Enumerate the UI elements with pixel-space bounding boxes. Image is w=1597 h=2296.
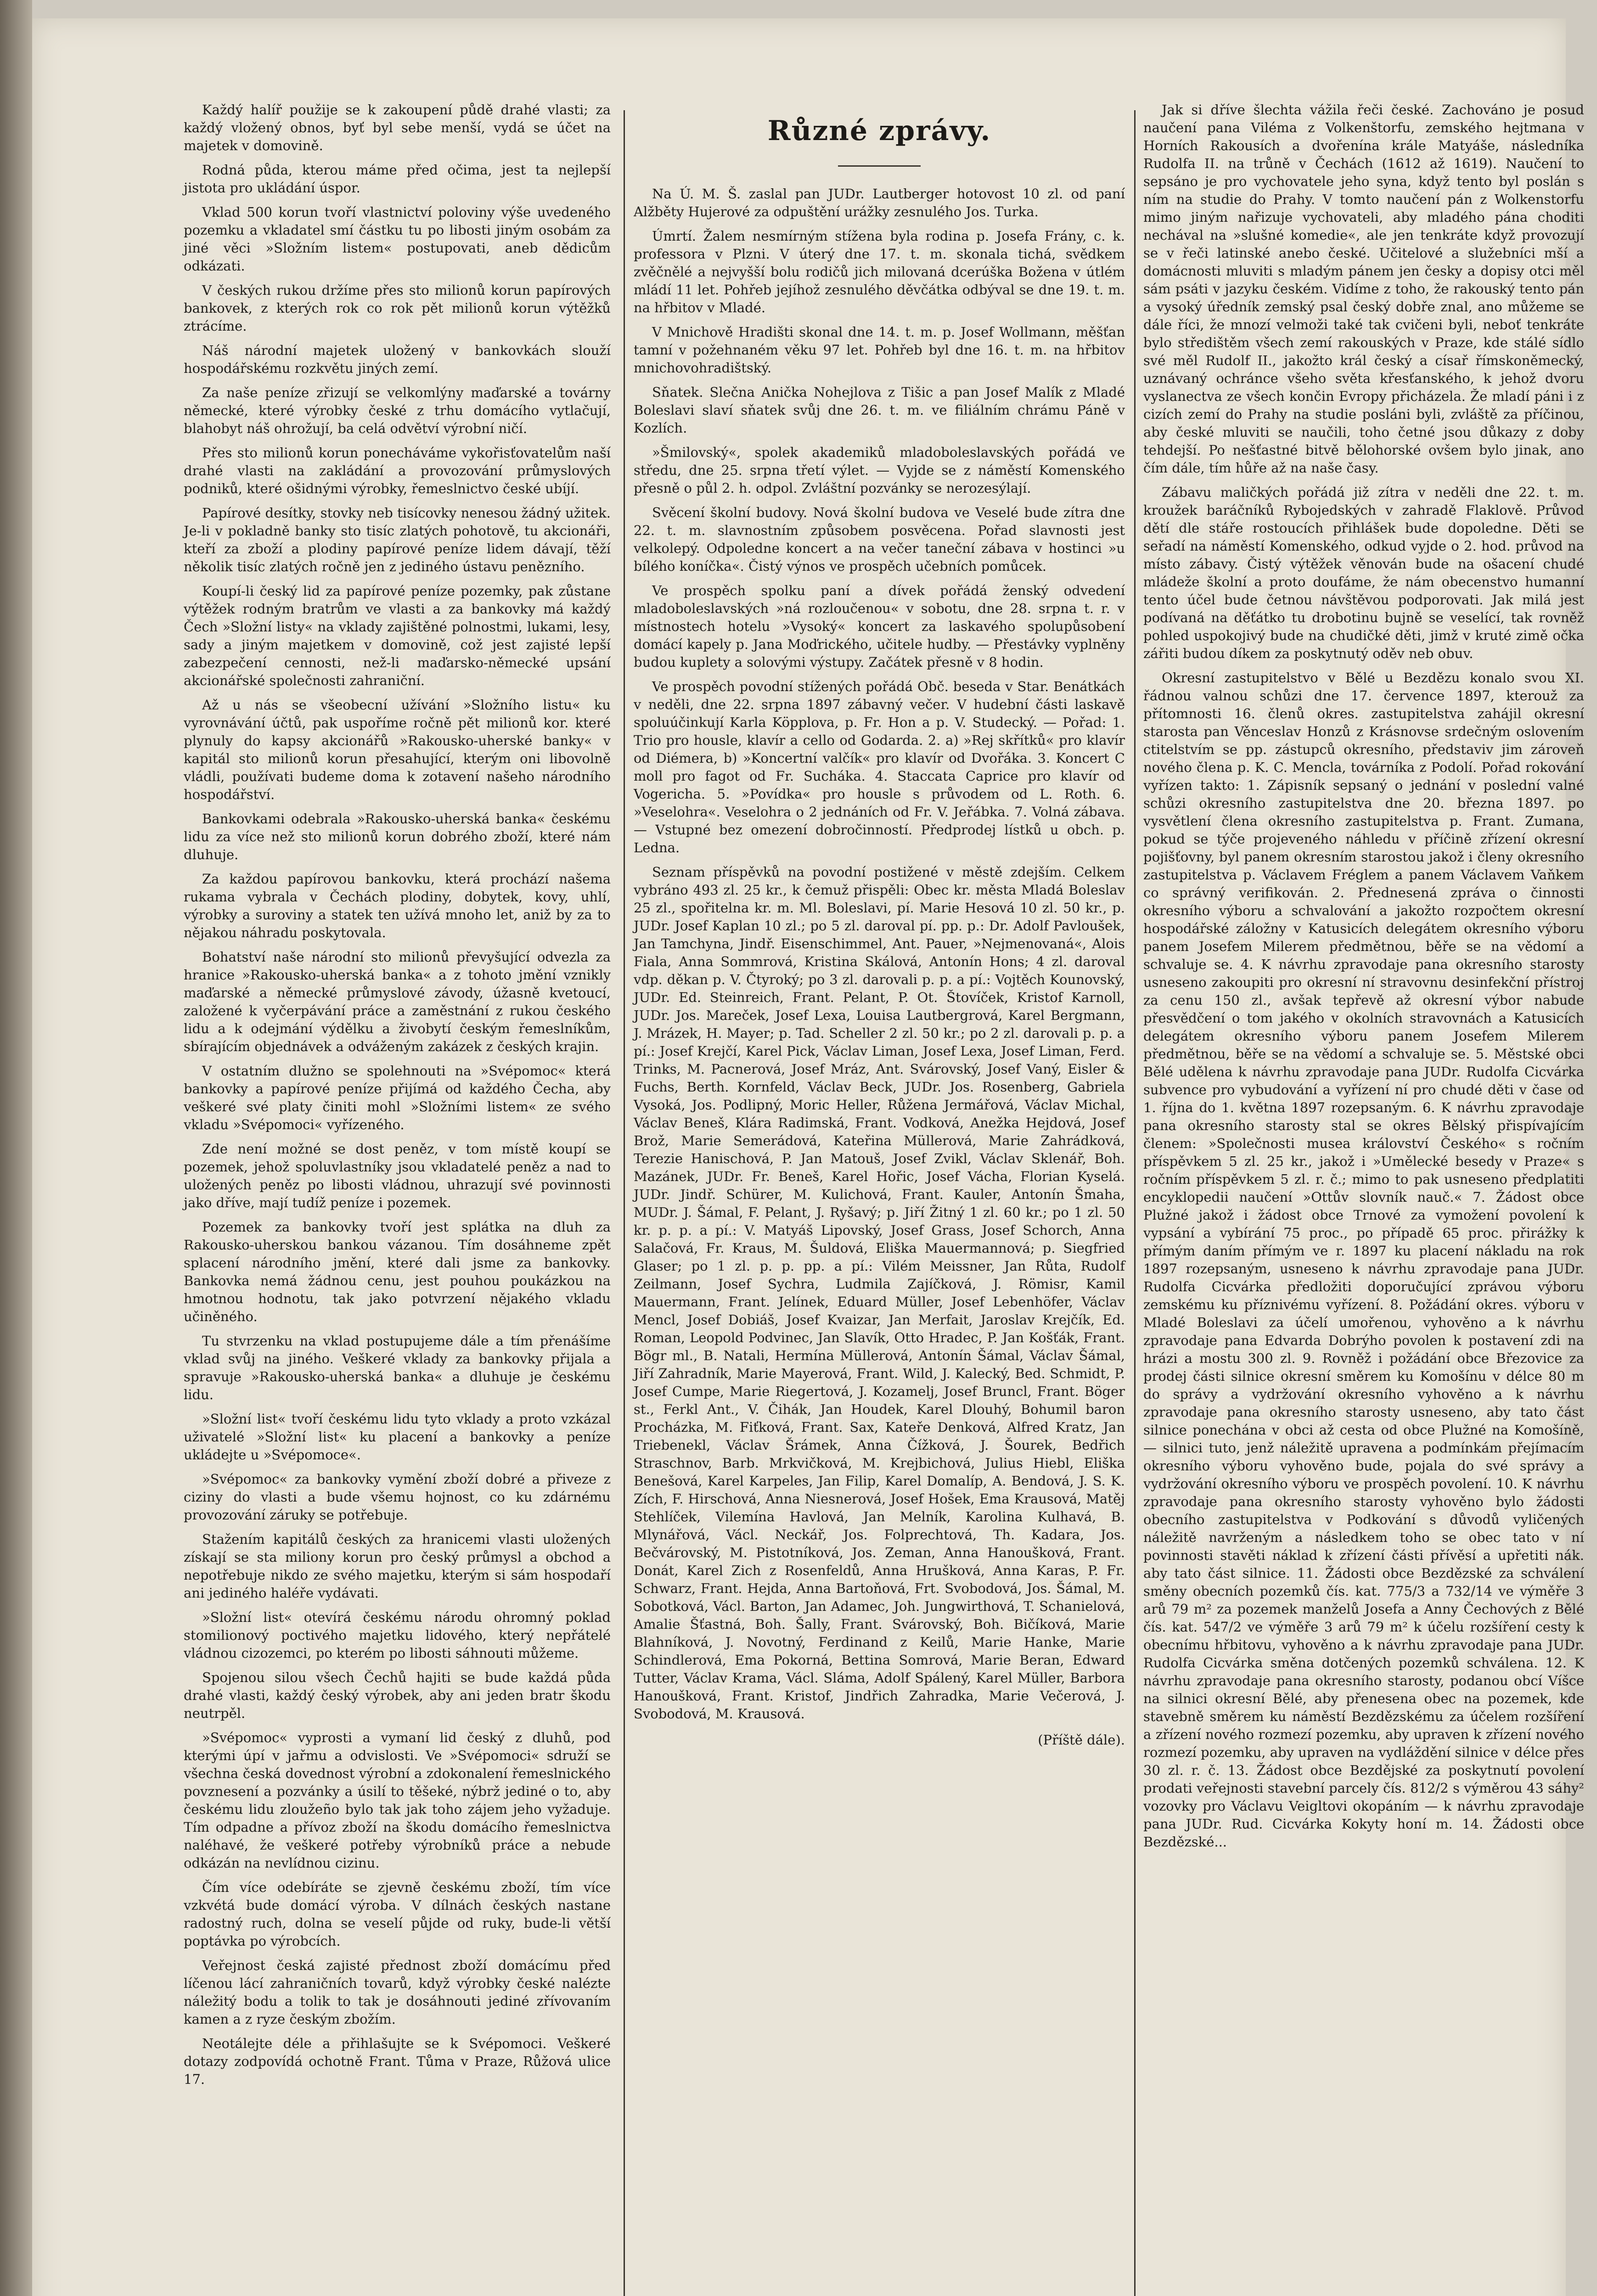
paragraph: Stažením kapitálů českých za hranicemi vlasti uložených získají se sta miliony korun pro český průmysl a obchod a nepotřebuje nikdo ze svého majetku, kterým si sám hospodaří ani jediného haléře vydávati. bbox=[184, 1531, 611, 1601]
page-edge bbox=[0, 0, 32, 2296]
column-divider bbox=[624, 110, 625, 2296]
paragraph: Za každou papírovou bankovku, která prochází našema rukama vybrala v Čechách plodiny, dobytek, kovy, uhlí, výrobky a suroviny a statek ten užívá mnoho let, aniž by za to nějakou náhradu poskytovala. bbox=[184, 871, 611, 940]
paragraph: Náš národní majetek uložený v bankovkách slouží hospodářskému rozkvětu jiných zemí. bbox=[184, 343, 611, 376]
news-item: Svěcení školní budovy. Nová školní budova ve Veselé bude zítra dne 22. t. m. slavnostním způsobem posvěcena. Pořad slavnosti jest velkolepý. Odpoledne koncert a na večer taneční zábava v hostinci »u bílého koníčka«. Čistý výnos ve prospěch učebních pomůcek. bbox=[634, 505, 1125, 574]
paragraph: Tu stvrzenku na vklad postupujeme dále a tím přenášíme vklad svůj na jiného. Veškeré vklady za bankovky přijala a spravuje »Rakousko-uherská banka« a dluhuje je českému lidu. bbox=[184, 1333, 611, 1402]
paragraph: Rodná půda, kterou máme před očima, jest ta nejlepší jistota pro ukládání úspor. bbox=[184, 162, 611, 196]
paragraph: V českých rukou držíme přes sto milionů korun papírových bankovek, z kterých rok co rok pět milionů korun výtěžků ztrácíme. bbox=[184, 282, 611, 334]
paragraph: Vklad 500 korun tvoří vlastnictví poloviny výše uvedeného pozemku a vkladatel smí částku tu po libosti jiným osobám za jiné věci »Složním listem« postupovati, aneb dědicům odkázati. bbox=[184, 204, 611, 274]
paragraph: Čím více odebíráte se zjevně českému zboží, tím více vzkvétá bude domácí výroba. V dílnách českých nastane radostný ruch, dolna se veselí půjde od ruky, bude-li větší poptávka po výrobcích. bbox=[184, 1880, 611, 1949]
paragraph: »Složní list« tvoří českému lidu tyto vklady a proto vzkázal uživatelé »Složní list« ku placení a bankovky a peníze ukládejte u »Svépomoce«. bbox=[184, 1411, 611, 1463]
paragraph: Papírové desítky, stovky neb tisícovky nenesou žádný užitek. Je-li v pokladně banky sto tisíc zlatých pohotově, tu akcionáři, kteří za zboží a plodiny papírové peníze lidem dávají, těží několik tisíc zlatých ročně jen z jediného ústavu penězního. bbox=[184, 505, 611, 574]
paragraph: Spojenou silou všech Čechů hajiti se bude každá půda drahé vlasti, každý český výrobek, aby ani jeden bratr škodu neutrpěl. bbox=[184, 1670, 611, 1721]
column-left bbox=[184, 101, 611, 2095]
news-item: »Šmilovský«, spolek akademiků mladoboleslavských pořádá ve středu, dne 25. srpna třetí výlet. — Vyjde se z náměstí Komenského přesně o půl 2. h. odpol. Zvláštní pozvánky se nerozesýlají. bbox=[634, 445, 1125, 496]
title-rule bbox=[838, 165, 921, 167]
news-item: Jak si dříve šlechta vážila řeči české. Zachováno je posud naučení pana Viléma z Volkenštorfu, zemského hejtmana v Horních Rakousích a dvořenína krále Matyáše, následníka Rudolfa II. na trůně v Čechách (1612 až 1619). Naučení to sepsáno je pro vychovatele jeho syna, když tento byl poslán s ním na studie do Prahy. V tomto naučení pán z Wolkenstorfu mimo jiným nařizuje vychovateli, aby mladého pána choditi nechával na »slušné komedie«, ale jen tenkráte když provozují se v řeči latinské anebo české. Učitelové a služebníci mší a domácnosti mluviti s mladým pánem jen česky a dopisy otci měl sám psáti v jazyku českém. Vidíme z toho, že rakouský tento pán a vysoký úředník zemský psal český dobře znal, ano můžeme se dále říci, že mnozí velmoži také tak cvičeni byli, neboť tenkráte bylo středištěm všech zemí rakouských v Praze, kde stálé sídlo své měl Rudolf II., jakožto král český a císař římskoněmecký, uznávaný ochránce všeho světa křesťanského, k jehož dvoru vyslanectva ze všech končin Evropy přicházela. Že mladí páni i z cizích zemí do Prahy na studie posláni byli, zvláště za příčinou, aby české mluviti se naučili, toho četné jsou důkazy z doby tehdejší. Po nešťastné bitvě bělohorské ovšem bylo jinak, ano čím dále, tím hůře až na naše časy. bbox=[1143, 102, 1584, 476]
paragraph: Bohatství naše národní sto milionů převyšující odvezla za hranice »Rakousko-uherská banka« a z tohoto jmění vznikly maďarské a německé průmyslové závody, úžasně kvetoucí, založené k vyčerpávání práce a zaměstnání z rukou českého lidu a k odejmání výdělku a živobytí českým řemeslníkům, sbírajícím objednávek a odváženým zakázek z českých krajin. bbox=[184, 949, 611, 1054]
continued-note: (Příště dále). bbox=[1038, 1732, 1125, 1748]
news-item: Zábavu maličkých pořádá již zítra v neděli dne 22. t. m. kroužek baráčníků Rybojedských v zahradě Flaklově. Průvod dětí dle stáře rostoucích přihlášek bude dopoledne. Děti se seřadí na náměstí Komenského, odkud vyjde o 2. hod. průvod na místo zábavy. Čistý výtěžek věnován bude na ošacení chudé mládeže školní a proto doufáme, že nám obecenstvo humanní tento účel bude četnou návštěvou podporovati. Jak milá jest podívaná na děťátko tu drobotinu bujně se veselící, tak rovněž pohled uspokojivý bude na chudičké děti, jimž v kruté zimě očka zářiti budou díkem za poskytnutý oděv neb obuv. bbox=[1143, 484, 1584, 661]
paragraph: Pozemek za bankovky tvoří jest splátka na dluh za Rakousko-uherskou bankou vázanou. Tím dosáhneme zpět splacení národního jmění, které dali jsme za bankovky. Bankovka nemá žádnou cenu, jest pouhou poukázkou na hmotnou hodnotu, tak jako potvrzení nějakého vkladu učiněného. bbox=[184, 1219, 611, 1324]
news-item: Úmrtí. Žalem nesmírným stížena byla rodina p. Josefa Frány, c. k. professora v Plzni. V úterý dne 17. t. m. skonala tichá, svědkem zvěčnělé a nejvyšší bolu rodičů jich milovaná dcerúška Božena v útlém mládí 11 let. Pohřeb jejíhož zesnulého děvčátka odbýval se dne 19. t. m. na hřbitov v Mladé. bbox=[634, 228, 1125, 315]
news-item: Sňatek. Slečna Anička Nohejlova z Tišic a pan Josef Malík z Mladé Boleslavi slaví sňatek svůj dne 26. t. m. ve filiálním chrámu Páně v Kozlích. bbox=[634, 384, 1125, 436]
news-item: Ve prospěch spolku paní a dívek pořádá ženský odvedení mladoboleslavských »ná rozloučenou« v sobotu, dne 28. srpna t. r. v místnostech hotelu »Vysoký« koncert za laskavého spolupůsobení domácí kapely p. Jana Moďrického, učitele hudby. — Přestávky vyplněny budou kuplety a solovými výstupy. Začátek přesně v 8 hodin. bbox=[634, 583, 1125, 670]
paragraph: »Složní list« otevírá českému národu ohromný poklad stomilionový poctivého majetku lidového, který nepřátelé vládnou cizozemci, po kterém po libosti sáhnouti můžeme. bbox=[184, 1609, 611, 1661]
paragraph: Veřejnost česká zajisté přednost zboží domácímu před líčenou lácí zahraničních tovarů, když výrobky české nalézte náležitý bodu a tolik to tak je dosáhnouti jediné zřívovaním kamen a z ryze českým zbožím. bbox=[184, 1958, 611, 2027]
paragraph: Neotálejte déle a přihlašujte se k Svépomoci. Veškeré dotazy zodpovídá ochotně Frant. Tůma v Praze, Růžová ulice 17. bbox=[184, 2036, 611, 2087]
newspaper-page bbox=[32, 18, 1584, 2296]
column-middle bbox=[634, 101, 1125, 1748]
paragraph: Až u nás se všeobecní užívání »Složního listu« ku vyrovnávání účtů, pak uspoříme ročně pět milionů kor. které plynuly do kapsy akcionářů »Rakousko-uherské banky« v kapitál sto milionů korun přesahující, kterým oni libovolně vládli, používati budeme doma k zotavení našeho národního hospodářství. bbox=[184, 697, 611, 802]
column-divider bbox=[1134, 110, 1136, 2296]
news-item: Okresní zastupitelstvo v Bělé u Bezdězu konalo svou XI. řádnou valnou schůzi dne 17. července 1897, kterouž za přítomnosti 16. členů okres. zastupitelstva zahájil okresní starosta pan Věnceslav Honzů z Krásnovse srdečným oslovením ctitelstvím se pp. zástupců okresního, představiv jim zároveň nového člena p. K. C. Mencla, továrníka z Podolí. Pořad rokování vyřízen takto: 1. Zápisník sepsaný o jednání v poslední valné schůzi okresního zastupitelstva dne 20. března 1897. po vysvětlení člena okresního zastupitelstva p. Frant. Zumana, pokud se týče projeveného náhledu v příčině zřízení okresní pojišťovny, byl panem okresním starostou jakož i členy okresního zastupitelstva p. Václavem Fréglem a panem Václavem Vaňkem co správný verifikován. 2. Přednesená zpráva o činnosti okresního výboru a schvalování a jakožto rozpočtem okresní hospodářské záložny v Katusicích delegátem okresního výboru panem Josefem Milerem předmětnou, běře se na vědomí a schvaluje se. 4. K návrhu zpravodaje pana okresního starosty usneseno zakoupiti pro okresní ní stravovnu desinfekční přístroj za cenu 150 zl., avšak tepřevě až okresní výbor nabude přesvědčení o tom jakého v okolních stravovnách a Katusicích delegátem okresního výboru panem Josefem Milerem předmětnou, běře se na vědomí a schvaluje se. 5. Městské obci Bělé udělena k návrhu zpravodaje pana JUDr. Rudolfa Cicvárka subvence pro vybudování a vyřízení ní pro chudé děti v čase od 1. října do 1. května 1897 rozepsaným. 6. K návrhu zpravodaje pana okresního starosty stal se okres Bělský přispívajícím členem: »Společnosti musea království Českého« s ročním příspěvkem 5 zl. 25 kr., jakož i »Umělecké besedy v Praze« s ročním příspěvkem 5 zl. r. č.; mimo to pak usneseno předplatiti encyklopedii naučení »Ottův slovník nauč.« 7. Žádost obce Plužné jakož i žádost obce Trnové za vymožení povolení k vypsání a vybírání 75 proc., po případě 65 proc. přirážky k přímým daním přímým ve r. 1897 ku placení nákladu na rok 1897 rozepsaným, usneseno k návrhu zpravodaje pana JUDr. Rudolfa Cicvárka předložiti doporučující zprávou výboru zemskému ku příznivému vyřízení. 8. Požádání okres. výboru v Mladé Boleslavi za účelí umořenou, vyhověno a k návrhu zpravodaje pana Edvarda Dobrýho povolen k postavení zdi na hrázi a mostu 300 zl. 9. Rovněž i požádání obce Březovice za prodej části silnice okresní směrem ku Komošínu v délce 80 m do správy a vydržování okresního vyhověno a k návrhu zpravodaje pana okresního starosty usneseno, aby tato část silnice ponechána v obci až cesta od obce Plužné na Komošíně, — silnici tuto, jenž náležitě upravena a podmínkám přejímacím okresního výboru vyhověno bude, pojala do své správy a vydržování okresního výboru ve prospěch povolení. 10. K návrhu zpravodaje pana okresního starosty vyhověno bylo žádosti obecního zastupitelstva v Podkování s důvodů vyličených náležitě navrženým a následkem toho se obec tato v ní povinnosti stavěti náklad k zřízení části přívěsí a upřetiti nák. aby tato část silnice. 11. Žádosti obce Bezdězské za schválení směny obecních pozemků čís. kat. 775/3 a 732/14 ve výměře 3 arů 79 m² za pozemek manželů Josefa a Anny Čechových z Bělé čís. kat. 547/2 ve výměře 3 arů 79 m² k účelu rozšíření cesty k obecnímu hřbitovu, vyhověno a k návrhu zpravodaje pana JUDr. Rudolfa Cicvárka směna dotčených pozemků schválena. 12. K návrhu zpravodaje pana okresního starosty, podanou obcí Víšce na silnici okresní Bělé, aby přenesena obec na pozemek, kde stavebně směrem ku náměstí Bezdězskému za účelem rozšíření a zřízení nového rozmezí pozemku, aby upraven k zřízení nového rozmezí pozemku, aby upraven na vydláždění silnice v délce přes 30 zl. r. č. 13. Žádost obce Bezdějské za poskytnutí povolení prodati veřejnosti stavební parcely čís. 812/2 s výměrou 43 sáhy² vozovky pro Václavu Veigltovi okopáním — k návrhu zpravodaje pana JUDr. Rud. Cicvárka Kokyty honí m. 14. Žádosti obce Bezdězské... bbox=[1143, 670, 1584, 1850]
paragraph: Koupí-li český lid za papírové peníze pozemky, pak zůstane výtěžek rodným bratrům ve vlasti a za bankovky má každý Čech »Složní listy« na vklady zajištěné polnostmi, lukami, lesy, sady a jiným majetkem v domovině, což jest zajisté lepší zabezpečení cennosti, než-li maďarsko-německé upsání akcionářské společnosti zahraniční. bbox=[184, 583, 611, 688]
paragraph: V ostatním dlužno se spolehnouti na »Svépomoc« která bankovky a papírové peníze přijímá od každého Čecha, aby veškeré své platy činiti mohl »Složními listem« ze svého vkladu »Svépomoci« vyřízeného. bbox=[184, 1063, 611, 1132]
paragraph: Zde není možné se dost peněz, v tom místě koupí se pozemek, jehož spoluvlastníky jsou vkladatelé peněz a nad to uložených peněz po libosti vládnou, uhrazují své povinnosti jako dříve, mají tudíž peníze i pozemek. bbox=[184, 1141, 611, 1210]
news-item: V Mnichově Hradišti skonal dne 14. t. m. p. Josef Wollmann, měšťan tamní v požehnaném věku 97 let. Pohřeb byl dne 16. t. m. na hřbitov mnichovohradištský. bbox=[634, 324, 1125, 376]
news-item: Seznam příspěvků na povodní postižené v městě zdejším. Celkem vybráno 493 zl. 25 kr., k čemuž přispěli: Obec kr. města Mladá Boleslav 25 zl., spořitelna kr. m. Ml. Boleslavi, pí. Marie Hesová 10 zl. 50 kr., p. JUDr. Josef Kaplan 10 zl.; po 5 zl. daroval pí. pp. p.: Dr. Adolf Pavloušek, Jan Tamchyna, Jindř. Eisenschimmel, Ant. Pauer, »Nejmenovaná«, Alois Fiala, Anna Sommrová, Kristina Skálová, Antonín Hons; 4 zl. daroval vdp. děkan p. V. Čtyroký; po 3 zl. darovali p. p. a pí.: Vojtěch Kounovský, JUDr. Ed. Steinreich, Frant. Pelant, P. Ot. Štovíček, Kristof Karnoll, JUDr. Jos. Mareček, Josef Lexa, Louisa Lautbergrová, Karel Bergmann, J. Mrázek, H. Mayer; p. Tad. Scheller 2 zl. 50 kr.; po 2 zl. darovali p. p. a pí.: Josef Krejčí, Karel Pick, Václav Liman, Josef Lexa, Josef Liman, Ferd. Trinks, M. Pacnerová, Josef Mráz, Ant. Svárovský, Josef Vaný, Eisler & Fuchs, Berth. Kornfeld, Václav Beck, JUDr. Jos. Rosenberg, Gabriela Vysoká, Jos. Podlipný, Moric Heller, Růžena Jermářová, Václav Michal, Václav Beneš, Klára Radimská, Frant. Vodková, Anežka Hejdová, Josef Brož, Marie Semerádová, Kateřina Müllerová, Marie Zahrádková, Terezie Hanischová, P. Jan Matouš, Josef Zvikl, Václav Sklenář, Boh. Mazánek, JUDr. Fr. Beneš, Karel Hořic, Josef Vácha, Florian Kyselá. JUDr. Jindř. Schürer, M. Kulichová, Frant. Kauler, Antonín Šmaha, MUDr. J. Šámal, F. Pelant, J. Ryšavý; p. Jiří Žitný 1 zl. 60 kr.; po 1 zl. 50 kr. p. p. a pí.: V. Matyáš Lipovský, Josef Grass, Josef Schorch, Anna Salačová, Fr. Kraus, M. Šuldová, Eliška Mauermannová; p. Siegfried Glaser; po 1 zl. p. p. pp. a pí.: Vilém Meissner, Jan Růta, Rudolf Zeilmann, Josef Sychra, Ludmila Zajíčková, J. Römisr, Kamil Mauermann, Frant. Jelínek, Eduard Müller, Josef Lebenhöfer, Václav Mencl, Josef Dobiáš, Josef Kvaizar, Jan Merfait, Jaroslav Krejčík, Ed. Roman, Leopold Podvinec, Jan Slavík, Otto Hradec, P. Jan Košťák, Frant. Bögr ml., B. Natali, Hermína Müllerová, Antonín Šámal, Václav Šámal, Jiří Zahradník, Marie Mayerová, Frant. Wild, J. Kalecký, Bed. Schmidt, P. Josef Cumpe, Marie Riegertová, J. Kozamelj, Josef Bruncl, Frant. Böger st., Ferkl Ant., V. Čihák, Jan Houdek, Karel Dlouhý, Bohumil baron Procházka, M. Fiťková, Frant. Sax, Kateře Denková, Alfred Kratz, Jan Triebenekl, Václav Šrámek, Anna Čížková, J. Šourek, Bedřich Straschnov, Barb. Mrkvičková, M. Krejbichová, Julius Hiebl, Eliška Benešová, Karel Karpeles, Jan Filip, Karel Domalíp, A. Bendová, J. S. K. Zích, F. Hirschová, Anna Niesnerová, Josef Hošek, Ema Krausová, Matěj Stehlíček, Vilemína Havlová, Jan Melník, Karolina Kulhavá, B. Mlynářová, Václ. Neckář, Jos. Folprechtová, Th. Kadara, Jos. Bečvárovský, M. Pistotníková, Jos. Zeman, Anna Hanoušková, Frant. Donát, Karel Zich z Rosenfeldů, Anna Hrušková, Anna Karas, P. Fr. Schwarz, Frant. Hejda, Anna Bartoňová, Frt. Svobodová, Jos. Šámal, M. Sobotková, Václ. Barton, Jan Adamec, Joh. Jungwirthová, T. Schanielová, Amalie Šťastná, Boh. Šally, Frant. Svárovský, Boh. Bičíková, Marie Blahníková, J. Novotný, Ferdinand z Keilů, Marie Hanke, Marie Schindlerová, Ema Pokorná, Bettina Somrová, Marie Beran, Edward Tutter, Václav Krama, Václ. Sláma, Adolf Spálený, Karel Müller, Barbora Hanoušková, Frant. Kristof, Jindřich Zahradka, Marie Večerová, J. Svobodová, M. Krausová. bbox=[634, 864, 1125, 1722]
paragraph: Každý halíř použije se k zakoupení půdě drahé vlasti; za každý vložený obnos, byť byl sebe menší, vydá se účet na majetek v domovině. bbox=[184, 102, 611, 153]
paragraph: »Svépomoc« vyprosti a vymaní lid český z dluhů, pod kterými úpí v jařmu a odvislosti. Ve »Svépomoci« sdruží se všechna česká dovednost výrobní a zdokonalení řemeslnického povznesení a pozvánky a úsilí to těšeké, nýbrž jediné o to, aby českému lidu zloužeño bylo tak jak toho zájem jeho vyžaduje. Tím odpadne a přívoz zboží na škodu domácího řemeslnictva naléhavé, že veškeré potřeby výrobníků práce a nebude odkázán na nevlídnou cizinu. bbox=[184, 1730, 611, 1871]
paragraph: Za naše peníze zřizují se velkomlýny maďarské a továrny německé, které výrobky české z trhu domácího vytlačují, blahobyt náš ohrožují, ba celá odvětví výrobní ničí. bbox=[184, 385, 611, 436]
news-item: Na Ú. M. Š. zaslal pan JUDr. Lautberger hotovost 10 zl. od paní Alžběty Hujerové za odpuštění urážky zesnulého Jos. Turka. bbox=[634, 186, 1125, 219]
column-right bbox=[1143, 101, 1584, 1857]
paragraph: Bankovkami odebrala »Rakousko-uherská banka« českému lidu za více než sto milionů korun dobrého zboží, které nám dluhuje. bbox=[184, 811, 611, 862]
section-title: Různé zprávy. bbox=[767, 115, 991, 147]
paragraph: Přes sto milionů korun ponecháváme vykořisťovatelům naší drahé vlasti na zakládání a provozování průmyslových podniků, které ošidnými výrobky, řemeslnictvo české ubíjí. bbox=[184, 445, 611, 496]
paragraph: »Svépomoc« za bankovky vymění zboží dobré a přiveze z ciziny do vlasti a bude všemu hojnost, co ku zdárnému provozování záruky se potřebuje. bbox=[184, 1471, 611, 1523]
news-item: Ve prospěch povodní stížených pořádá Obč. beseda v Star. Benátkách v neděli, dne 22. srpna 1897 zábavný večer. V hudební části laskavě spoluúčinkují Karla Köpplova, p. Fr. Hon a p. V. Studecký. — Pořad: 1. Trio pro housle, klavír a cello od Godarda. 2. a) »Rej skřítků« pro klavír od Diémera, b) »Koncertní valčík« pro klavír od Dvořáka. 3. Koncert C moll pro fagot od Fr. Sucháka. 4. Staccata Caprice pro klavír od Vogericha. 5. »Povídka« pro housle s průvodem od L. Roth. 6. »Veselohra«. Veselohra o 2 jednáních od Fr. V. Jeřábka. 7. Volná zábava. — Vstupné bez omezení dobročinností. Předprodej lístků u obch. p. Ledna. bbox=[634, 679, 1125, 855]
